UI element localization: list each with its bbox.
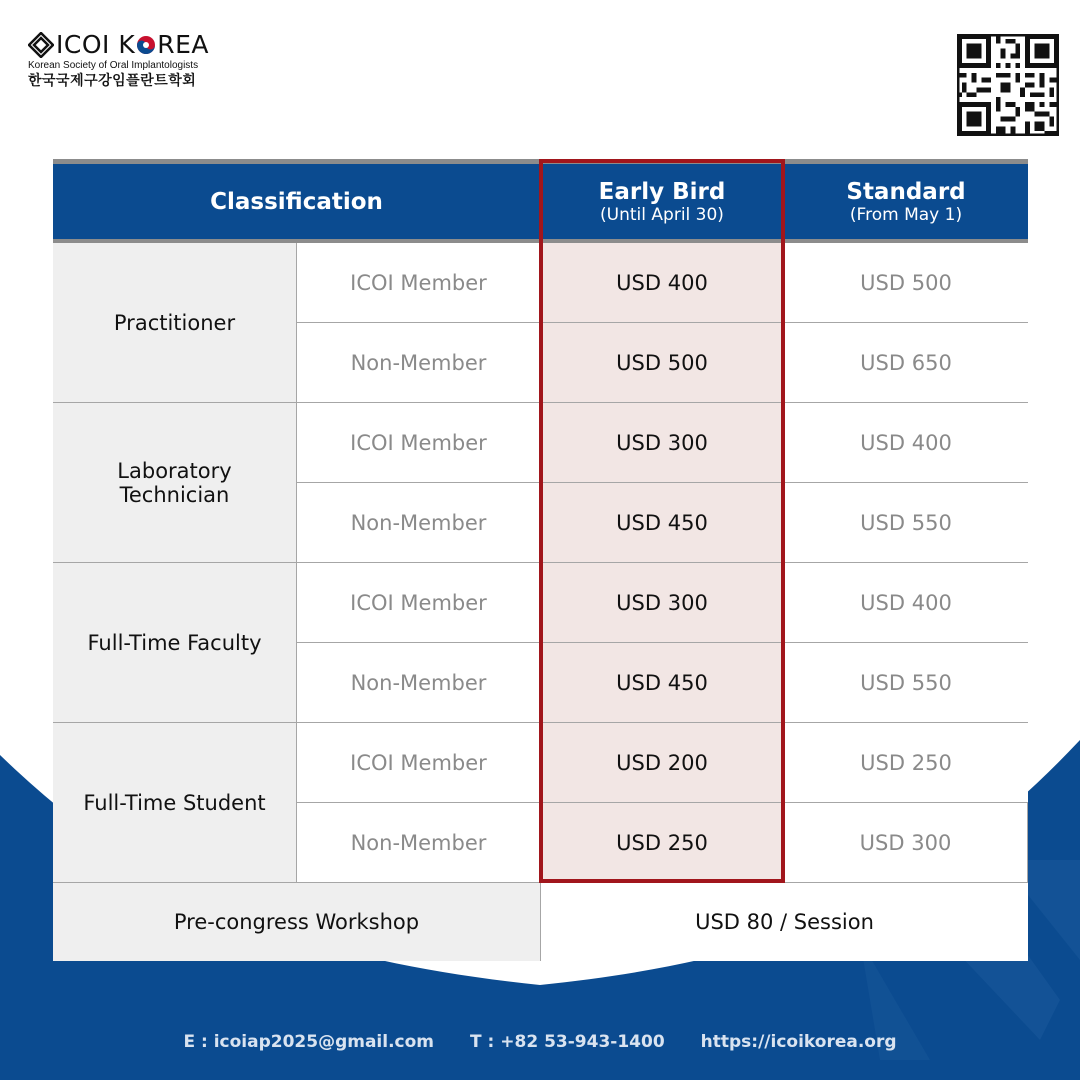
member-type-cell: Non-Member bbox=[296, 483, 540, 563]
member-type-cell: Non-Member bbox=[296, 643, 540, 723]
icoi-korea-logo bbox=[28, 32, 209, 90]
member-type-cell: ICOI Member bbox=[296, 403, 540, 483]
member-type-cell: Non-Member bbox=[296, 803, 540, 883]
qr-code[interactable] bbox=[957, 34, 1059, 136]
header-standard bbox=[784, 164, 1028, 239]
member-type-cell: ICOI Member bbox=[296, 563, 540, 643]
standard-fee: USD 550 bbox=[784, 643, 1028, 723]
header-classification bbox=[53, 164, 540, 239]
footer-phone[interactable]: T : +82 53-943-1400 bbox=[470, 1032, 665, 1052]
logo-mark-icon bbox=[28, 32, 54, 58]
early-bird-fee: USD 200 bbox=[540, 723, 784, 803]
footer-email[interactable]: E : icoiap2025@gmail.com bbox=[183, 1032, 435, 1052]
early-bird-fee: USD 300 bbox=[540, 403, 784, 483]
standard-fee: USD 500 bbox=[784, 243, 1028, 323]
header-early-bird bbox=[540, 164, 784, 239]
standard-fee: USD 550 bbox=[784, 483, 1028, 563]
member-type-cell: ICOI Member bbox=[296, 723, 540, 803]
standard-fee: USD 400 bbox=[784, 403, 1028, 483]
early-bird-fee: USD 450 bbox=[540, 483, 784, 563]
logo-wordmark bbox=[28, 32, 209, 58]
classification-laboratory-technician: Laboratory Technician bbox=[53, 403, 296, 563]
member-type-cell: Non-Member bbox=[296, 323, 540, 403]
early-bird-fee: USD 300 bbox=[540, 563, 784, 643]
logo-subtitle: Korean Society of Oral Implantologists bbox=[28, 60, 199, 71]
early-bird-fee: USD 250 bbox=[540, 803, 784, 883]
classification-full-time-faculty: Full-Time Faculty bbox=[53, 563, 296, 723]
standard-fee: USD 250 bbox=[784, 723, 1028, 803]
header-standard-sub: (From May 1) bbox=[849, 204, 963, 225]
logo-brand-left: ICOI K bbox=[56, 30, 136, 59]
standard-fee: USD 300 bbox=[784, 803, 1028, 883]
classification-practitioner: Practitioner bbox=[53, 243, 296, 403]
standard-fee: USD 400 bbox=[784, 563, 1028, 643]
workshop-label: Pre-congress Workshop bbox=[53, 883, 540, 961]
logo-korean-name: 한국국제구강임플란트학회 bbox=[28, 73, 197, 89]
standard-fee: USD 650 bbox=[784, 323, 1028, 403]
footer-website[interactable]: https://icoikorea.org bbox=[700, 1032, 897, 1052]
classification-full-time-student: Full-Time Student bbox=[53, 723, 296, 883]
header-standard-label: Standard bbox=[846, 178, 966, 205]
header-classification-label: Classification bbox=[210, 188, 383, 215]
header-early-bird-sub: (Until April 30) bbox=[600, 204, 724, 225]
logo-brand-right: REA bbox=[157, 30, 210, 59]
header-early-bird-label: Early Bird bbox=[598, 178, 726, 205]
taegeuk-icon bbox=[136, 35, 156, 55]
early-bird-fee: USD 450 bbox=[540, 643, 784, 723]
early-bird-fee: USD 500 bbox=[540, 323, 784, 403]
workshop-fee: USD 80 / Session bbox=[540, 883, 1028, 961]
contact-footer bbox=[0, 1032, 1080, 1062]
early-bird-fee: USD 400 bbox=[540, 243, 784, 323]
member-type-cell: ICOI Member bbox=[296, 243, 540, 323]
